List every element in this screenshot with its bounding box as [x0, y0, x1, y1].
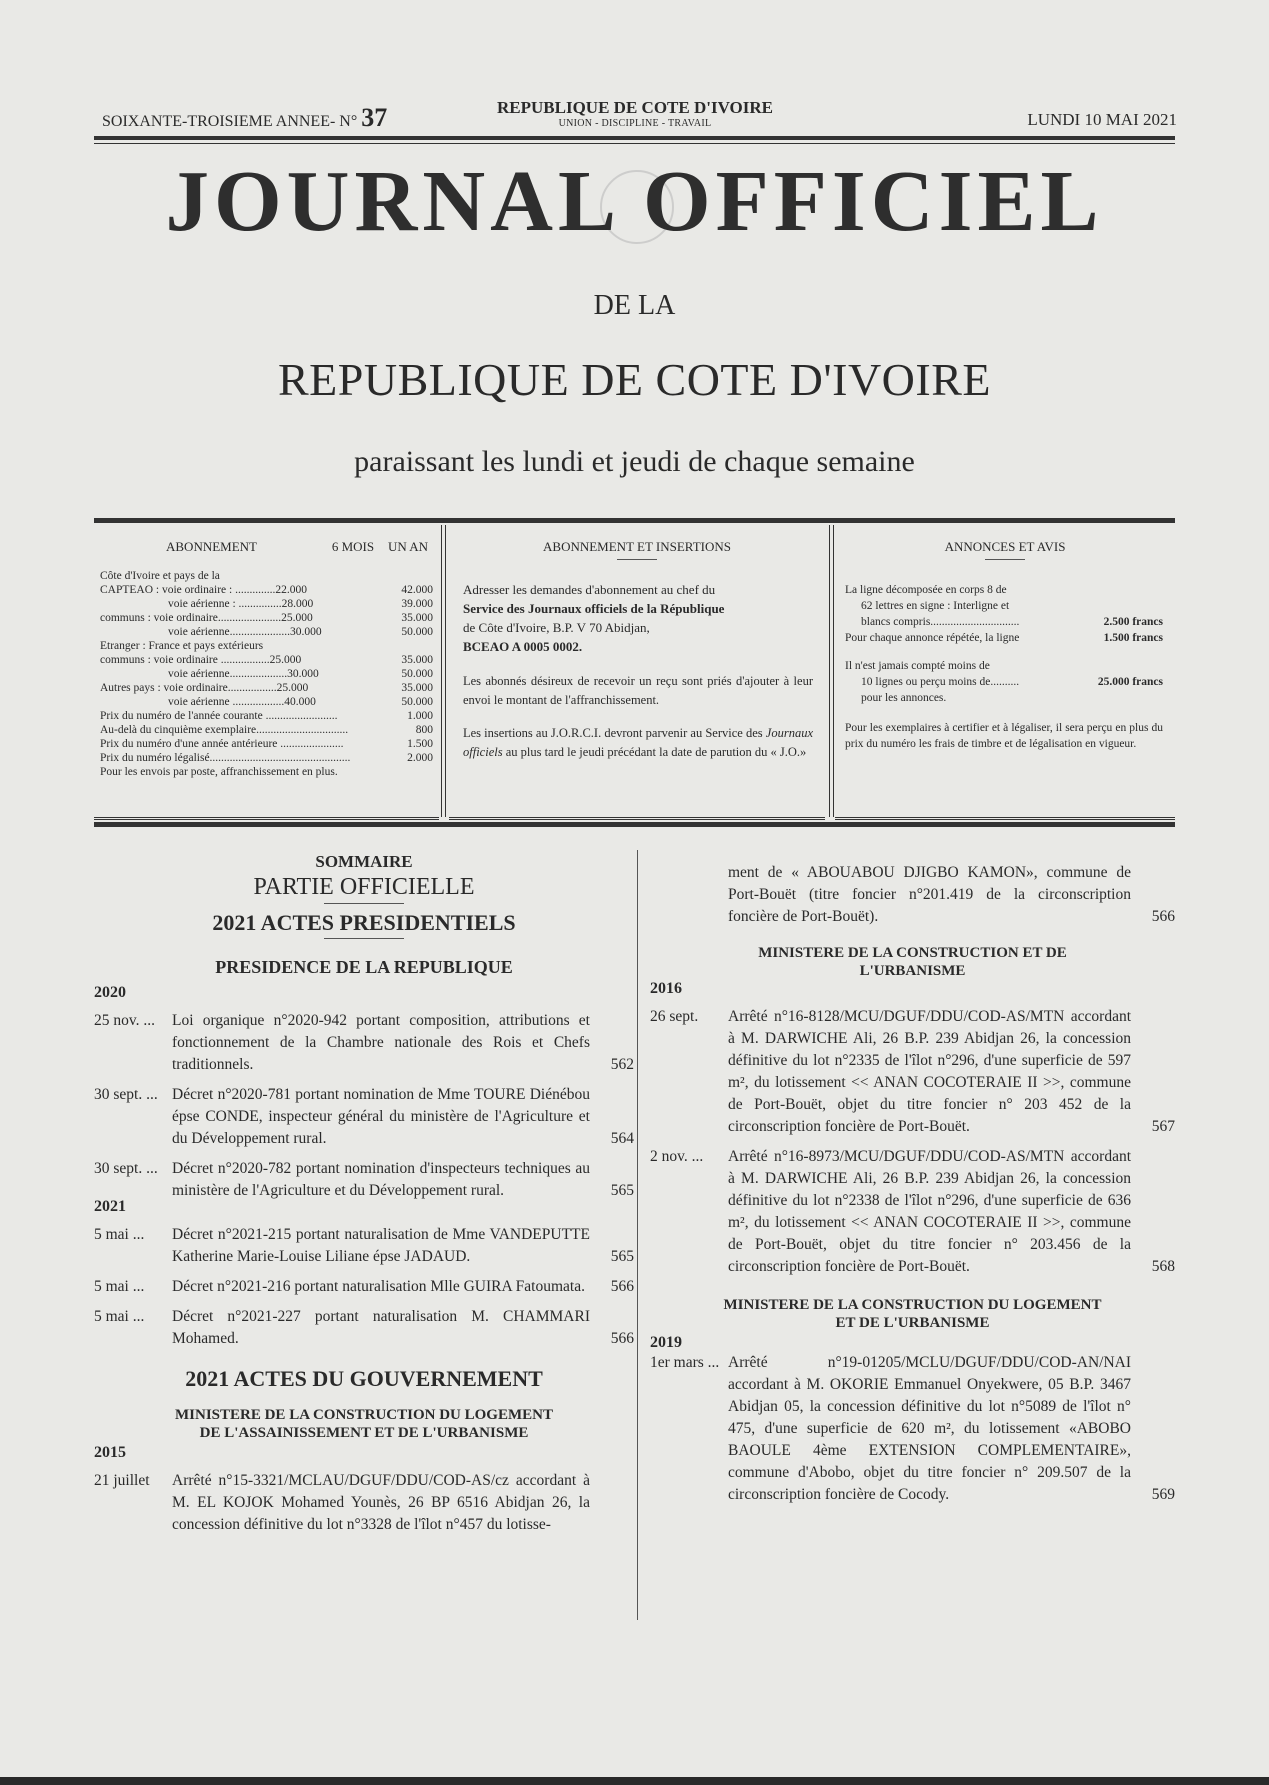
- summary-left-column: [94, 852, 634, 1536]
- page-number: 569: [1151, 1486, 1175, 1503]
- summary-entry: 2 nov. ... Arrêté n°16-8973/MCU/DGUF/DDU/COD-AS/MTN accordant à M. DARWICHE Ali, 26 B.P. 239 Abidjan 26, la concession définitive du lot n°2338 de l'îlot n°296, d'une superficie de 636 m², du lotissement << ANAN COCOTERAIE II >>, commune de Port-Bouët, objet du titre foncier n° 203.456 de la circonscription foncière de Port-Bouët. 568: [650, 1146, 1175, 1278]
- rate-row: voie aérienne : ...............28.000 39.000: [168, 598, 433, 610]
- presidency-title: PRESIDENCE DE LA REPUBLIQUE: [215, 957, 513, 977]
- official-part-title: PARTIE OFFICIELLE: [253, 874, 475, 900]
- insertions-title: ABONNEMENT ET INSERTIONS: [543, 539, 731, 554]
- rate-row: voie aérienne ..................40.000 50.000: [168, 696, 433, 708]
- summary-entry: 26 sept. Arrêté n°16-8128/MCU/DGUF/DDU/COD-AS/MTN accordant à M. DARWICHE Ali, 26 B.P. 239 Abidjan 26, la concession définitive du lot n°2335 de l'îlot n°296, d'une superficie de 597 m², du lotissement << ANAN COCOTERAIE II >>, commune de Port-Bouët, objet du titre foncier n° 203 452 de la circonscription foncière de Port-Bouët. 567: [650, 1006, 1175, 1138]
- publication-frequency: paraissant les lundi et jeudi de chaque semaine: [354, 445, 915, 478]
- summary-entry: 5 mai ... Décret n°2021-215 portant naturalisation de Mme VANDEPUTTE Katherine Marie-Louise Liliane épse JADAUD. 565: [94, 1224, 634, 1268]
- rate-row: CAPTEAO : voie ordinaire : ..............22.000 42.000: [100, 584, 433, 596]
- summary-title: SOMMAIRE: [315, 852, 413, 871]
- rate-row: voie aérienne....................30.000 50.000: [168, 668, 433, 680]
- rate-row: voie aérienne.....................30.000 50.000: [168, 626, 433, 638]
- ministry-title: MINISTERE DE LA CONSTRUCTION ET DE L'URBANISME: [758, 945, 1067, 979]
- page-number: 566: [1151, 908, 1175, 925]
- motto: UNION - DISCIPLINE - TRAVAIL: [558, 118, 712, 129]
- government-acts-title: 2021 ACTES DU GOUVERNEMENT: [185, 1366, 543, 1391]
- rate-row: Prix du numéro d'une année antérieure ...................... 1.500: [100, 738, 433, 750]
- receipt-note: Les abonnés désireux de recevoir un reçu sont priés d'ajouter à leur envoi le montant de l'affranchissement.: [463, 674, 813, 707]
- issue-date: LUNDI 10 MAI 2021: [1027, 110, 1177, 129]
- certification-note: Pour les exemplaires à certifier et à légaliser, il sera perçu en plus du prix du numéro les frais de timbre et de légalisation en vigueur.: [845, 722, 1163, 750]
- info-top-rule: [94, 518, 1175, 523]
- summary-entry: 5 mai ... Décret n°2021-216 portant naturalisation Mlle GUIRA Fatoumata. 566: [94, 1276, 634, 1298]
- republic-name: REPUBLIQUE DE COTE D'IVOIRE: [497, 98, 773, 117]
- republic-header: [440, 98, 830, 129]
- insertions-service: Service des Journaux officiels de la République: [463, 601, 725, 616]
- announcements-title: ANNONCES ET AVIS: [944, 539, 1066, 554]
- summary-entry: 1er mars ... Arrêté n°19-01205/MCLU/DGUF/DDU/COD-AN/NAI accordant à M. OKORIE Emmanuel Onyekwere, 05 B.P. 3467 Abidjan 05, la concession définitive du lot n°5089 de l'îlot n° 475, d'une superficie de 620 m², du lotissement «ABOBO BAOULE 4ème EXTENSION COMPLEMENTAIRE», commune d'Abobo, objet du titre foncier n° 209.507 de la circonscription foncière de Cocody. 569: [650, 1352, 1175, 1506]
- price-repeat: 1.500 francs: [1103, 632, 1163, 644]
- rate-row: communs : voie ordinaire......................25.000 35.000: [100, 612, 433, 624]
- announcements-box: ANNONCES ET AVIS La ligne décomposée en corps 8 de 62 lettres en signe : Interligne et blancs compris............................... 2.500 francs Pour chaque annonce répétée, la ligne 1.500 francs Il n'est jamais compté moins de 10 lignes ou perçu moins de.......... 25.000 francs pour les annonces. Pour les exemplaires à certifier et à légaliser, il sera perçu en plus du prix du numéro les frais de timbre et de légalisation en vigueur.: [835, 525, 1175, 820]
- issue-number: 37: [361, 103, 388, 132]
- presidential-acts-title: 2021 ACTES PRESIDENTIELS: [212, 910, 516, 935]
- summary-right-column: [650, 862, 1175, 1506]
- page-number: 564: [610, 1130, 634, 1147]
- page-number: 567: [1151, 1118, 1175, 1135]
- deadline-note: Les insertions au J.O.R.C.I. devront parvenir au Service des Journaux officiels au plus tard le jeudi précédant la date de parution du « J.O.»: [463, 726, 813, 759]
- summary-entry: 30 sept. ... Décret n°2020-782 portant nomination d'inspecteurs techniques au ministère de l'Agriculture et du Développement rural. 565: [94, 1158, 634, 1202]
- column-divider: [829, 525, 834, 817]
- top-rule-thin: [94, 143, 1175, 144]
- insertions-address: de Côte d'Ivoire, B.P. V 70 Abidjan,: [463, 620, 650, 635]
- postage-note: Pour les envois par poste, affranchissement en plus.: [100, 766, 338, 778]
- rate-row: Au-delà du cinquième exemplaire................................ 800: [100, 724, 433, 736]
- subscription-title: ABONNEMENT: [166, 539, 257, 554]
- rate-row: Prix du numéro légalisé................................................. 2.000: [100, 752, 433, 764]
- page-number: 568: [1151, 1258, 1175, 1275]
- summary-entry: 21 juillet Arrêté n°15-3321/MCLAU/DGUF/DDU/COD-AS/cz accordant à M. EL KOJOK Mohamed Younès, 26 BP 6516 Abidjan 26, la concession définitive du lot n°3328 de l'îlot n°457 du lotisse-: [94, 1472, 590, 1533]
- rate-row: Prix du numéro de l'année courante ......................... 1.000: [100, 710, 433, 722]
- year-heading: 2021: [94, 1198, 126, 1215]
- subscription-box: [94, 525, 439, 820]
- insertions-box: [449, 525, 825, 820]
- bottom-edge: [0, 1777, 1269, 1785]
- insertions-text: Adresser les demandes d'abonnement au chef du: [463, 582, 716, 597]
- page-number: 566: [610, 1330, 634, 1347]
- masthead-republic: REPUBLIQUE DE COTE D'IVOIRE: [277, 354, 991, 405]
- rate-row: communs : voie ordinaire .................25.000 35.000: [100, 654, 433, 666]
- column-divider: [441, 525, 446, 817]
- issue-line: [102, 103, 387, 133]
- insertions-account: BCEAO A 0005 0002.: [463, 639, 583, 654]
- summary-entry: 5 mai ... Décret n°2021-227 portant naturalisation M. CHAMMARI Mohamed. 566: [94, 1306, 634, 1350]
- price-line: 2.500 francs: [1103, 616, 1163, 628]
- masthead-title: JOURNAL OFFICIEL: [165, 152, 1104, 249]
- ministry-title: MINISTERE DE LA CONSTRUCTION DU LOGEMENT ET DE L'URBANISME: [723, 1297, 1102, 1331]
- summary-entry: 25 nov. ... Loi organique n°2020-942 portant composition, attributions et fonctionnement de la Chambre nationale des Rois et Chefs traditionnels. 562: [94, 1010, 634, 1076]
- top-rule: [94, 136, 1175, 140]
- rate-row: Autres pays : voie ordinaire.................25.000 35.000: [100, 682, 433, 694]
- region-label: Etranger : France et pays extérieurs: [100, 640, 264, 652]
- price-minimum: 25.000 francs: [1097, 676, 1163, 688]
- column-rule: [637, 850, 638, 1620]
- page-number: 565: [610, 1248, 634, 1265]
- page-number: 566: [610, 1278, 634, 1295]
- masthead-de-la: DE LA: [593, 290, 676, 321]
- col-6-months: 6 MOIS: [331, 539, 375, 554]
- info-bottom-rule: [94, 822, 1175, 827]
- year-heading: 2020: [94, 984, 126, 1001]
- page-number: 565: [610, 1182, 634, 1199]
- page-number: 562: [610, 1056, 634, 1073]
- year-heading: 2019: [650, 1334, 682, 1351]
- ministry-title: MINISTERE DE LA CONSTRUCTION DU LOGEMENT DE L'ASSAINISSEMENT ET DE L'URBANISME: [175, 1407, 553, 1441]
- region-label: Côte d'Ivoire et pays de la: [100, 570, 220, 582]
- summary-entry: ment de « ABOUABOU DJIGBO KAMON», commune de Port-Bouët (titre foncier n°201.419 de la circonscription foncière de Port-Bouët). 566: [650, 862, 1175, 928]
- col-one-year: UN AN: [387, 539, 429, 554]
- summary-entry: 30 sept. ... Décret n°2020-781 portant nomination de Mme TOURE Diénébou épse CONDE, inspecteur général du ministère de l'Agriculture et du Développement rural. 564: [94, 1084, 634, 1150]
- year-label: SOIXANTE-TROISIEME ANNEE- N°: [102, 113, 358, 130]
- year-heading: 2015: [94, 1444, 126, 1461]
- year-heading: 2016: [650, 980, 682, 997]
